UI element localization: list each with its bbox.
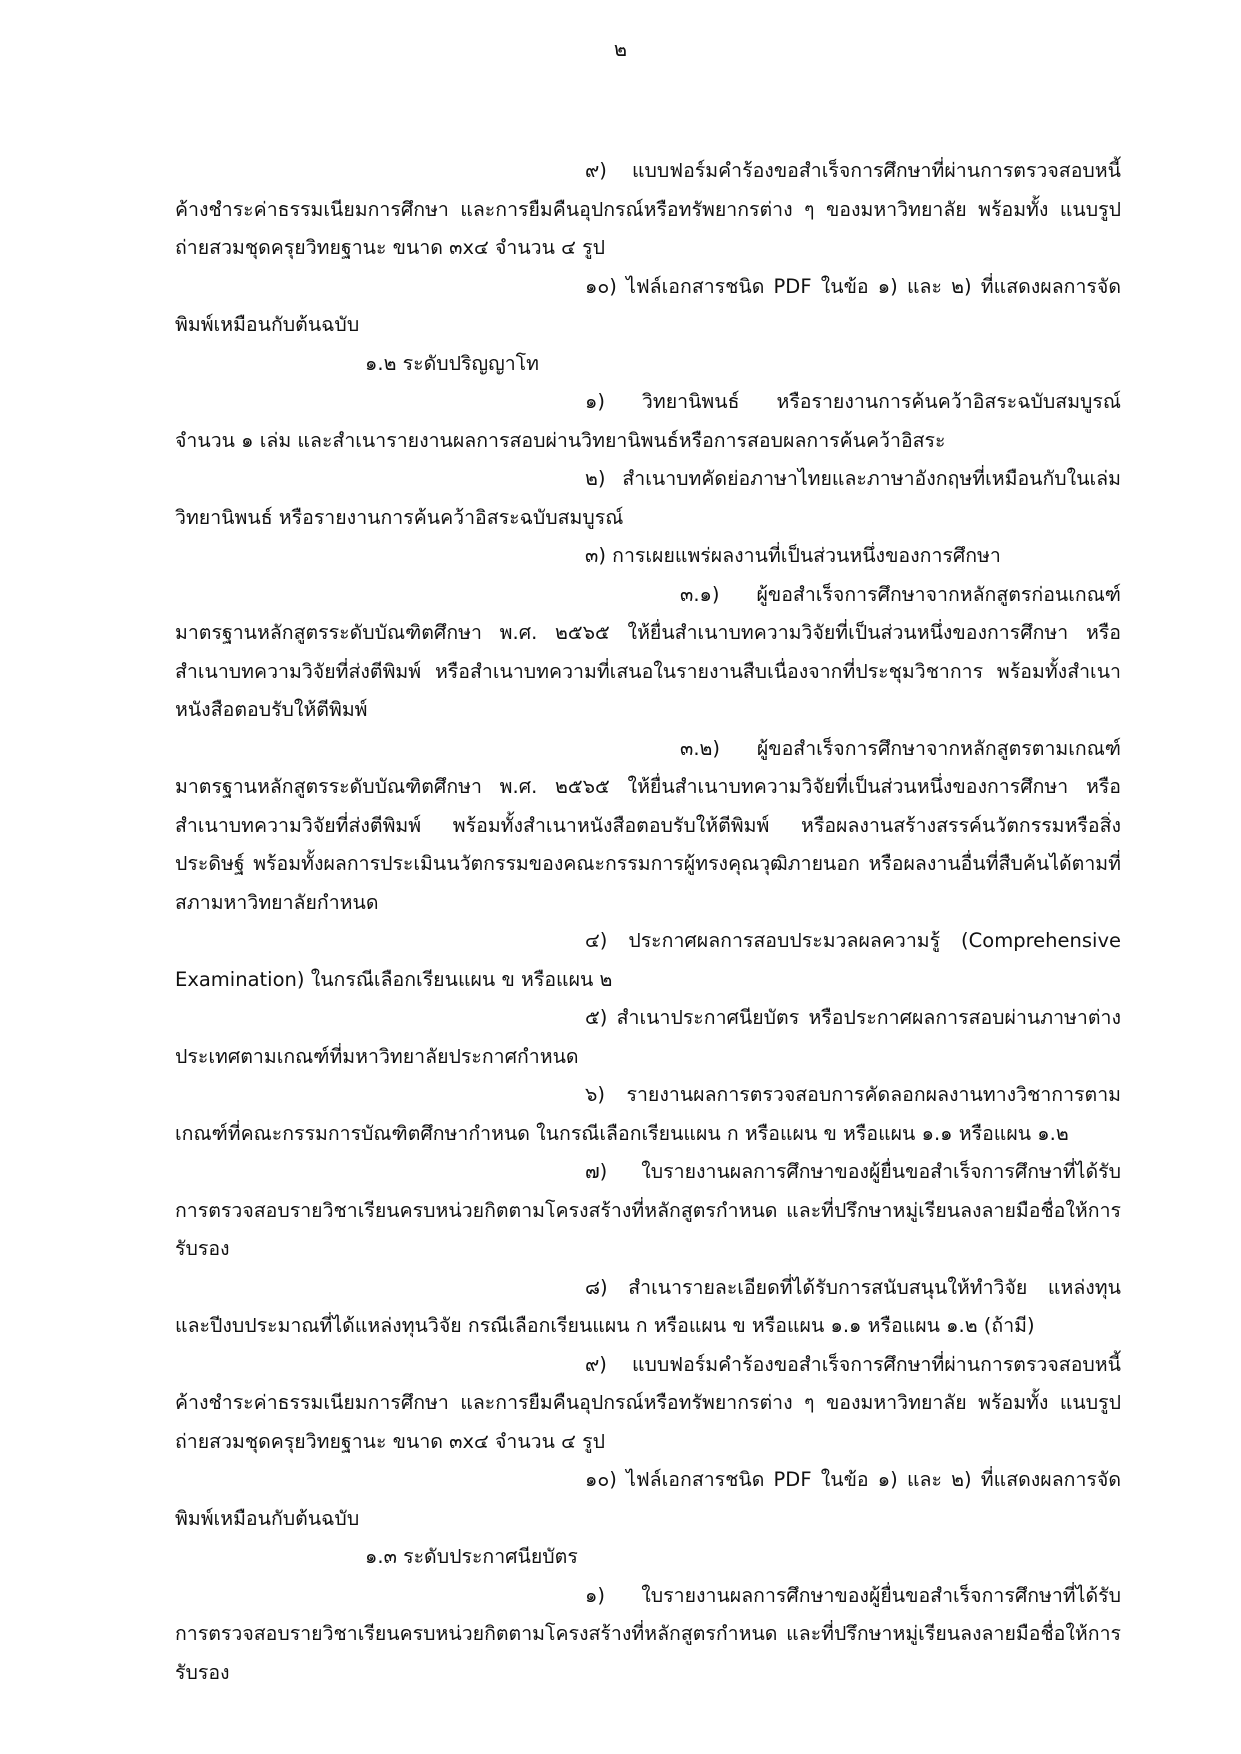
paragraph-item-10b: ๑๐) ไฟล์เอกสารชนิด PDF ในข้อ ๑) และ ๒) ที่แสดงผลการจัดพิมพ์เหมือนกับต้นฉบับ — [175, 1468, 1121, 1530]
paragraph-item-9b: ๙) แบบฟอร์มคำร้องขอสำเร็จการศึกษาที่ผ่านการตรวจสอบหนี้ค้างชำระค่าธรรมเนียมการศึกษา และการยืมคืนอุปกรณ์หรือทรัพยากรต่าง ๆ ของมหาวิทยาลัย พร้อมทั้ง แนบรูปถ่ายสวมชุดครุยวิทยฐานะ ขนาด ๓x๔ จำนวน ๔ รูป — [175, 1352, 1121, 1453]
paragraph-item-4: ๔) ประกาศผลการสอบประมวลผลความรู้ (Comprehensive Examination) ในกรณีเลือกเรียนแผน ข หรือแผน ๒ — [175, 929, 1121, 991]
paragraph-item-8: ๘) สำเนารายละเอียดที่ได้รับการสนับสนุนให้ทำวิจัย แหล่งทุน และปีงบประมาณที่ได้แหล่งทุนวิจัย กรณีเลือกเรียนแผน ก หรือแผน ข หรือแผน ๑.๑ หรือแผน ๑.๒ (ถ้ามี) — [175, 1275, 1121, 1337]
paragraph-item-1b: ๑) ใบรายงานผลการศึกษาของผู้ยื่นขอสำเร็จการศึกษาที่ได้รับการตรวจสอบรายวิชาเรียนครบหน่วยกิตตามโครงสร้างที่หลักสูตรกำหนด และที่ปรึกษาหมู่เรียนลงลายมือชื่อให้การรับรอง — [175, 1583, 1121, 1684]
paragraph-item-1: ๑) วิทยานิพนธ์ หรือรายงานการค้นคว้าอิสระฉบับสมบูรณ์ จำนวน ๑ เล่ม และสำเนารายงานผลการสอบผ่านวิทยานิพนธ์หรือการสอบผลการค้นคว้าอิสระ — [175, 390, 1121, 452]
paragraph-item-5: ๕) สำเนาประกาศนียบัตร หรือประกาศผลการสอบผ่านภาษาต่างประเทศตามเกณฑ์ที่มหาวิทยาลัยประกาศกำหนด — [175, 1006, 1121, 1068]
paragraph-item-3-2: ๓.๒) ผู้ขอสำเร็จการศึกษาจากหลักสูตรตามเกณฑ์มาตรฐานหลักสูตรระดับบัณฑิตศึกษา พ.ศ. ๒๕๖๕ ให้ยื่นสำเนาบทความวิจัยที่เป็นส่วนหนึ่งของการศึกษา หรือสำเนาบทความวิจัยที่ส่งตีพิมพ์ พร้อมทั้งสำเนาหนังสือตอบรับให้ตีพิมพ์ หรือผลงานสร้างสรรค์นวัตกรรมหรือสิ่งประดิษฐ์ พร้อมทั้งผลการประเมินนวัตกรรมของคณะกรรมการผู้ทรงคุณวุฒิภายนอก หรือผลงานอื่นที่สืบค้นได้ตามที่สภามหาวิทยาลัยกำหนด — [175, 736, 1121, 914]
paragraph-item-3: ๓) การเผยแพร่ผลงานที่เป็นส่วนหนึ่งของการศึกษา — [585, 544, 1001, 567]
document-body — [175, 152, 1121, 1692]
paragraph-item-3-1: ๓.๑) ผู้ขอสำเร็จการศึกษาจากหลักสูตรก่อนเกณฑ์มาตรฐานหลักสูตรระดับบัณฑิตศึกษา พ.ศ. ๒๕๖๕ ให้ยื่นสำเนาบทความวิจัยที่เป็นส่วนหนึ่งของการศึกษา หรือสำเนาบทความวิจัยที่ส่งตีพิมพ์ หรือสำเนาบทความที่เสนอในรายงานสืบเนื่องจากที่ประชุมวิชาการ พร้อมทั้งสำเนาหนังสือตอบรับให้ตีพิมพ์ — [175, 582, 1121, 721]
page-number: ๒ — [613, 37, 628, 61]
paragraph-item-6: ๖) รายงานผลการตรวจสอบการคัดลอกผลงานทางวิชาการตามเกณฑ์ที่คณะกรรมการบัณฑิตศึกษากำหนด ในกรณีเลือกเรียนแผน ก หรือแผน ข หรือแผน ๑.๑ หรือแผน ๑.๒ — [175, 1083, 1121, 1145]
paragraph-item-2: ๒) สำเนาบทคัดย่อภาษาไทยและภาษาอังกฤษที่เหมือนกับในเล่มวิทยานิพนธ์ หรือรายงานการค้นคว้าอิสระฉบับสมบูรณ์ — [175, 467, 1121, 529]
paragraph-item-7: ๗) ใบรายงานผลการศึกษาของผู้ยื่นขอสำเร็จการศึกษาที่ได้รับการตรวจสอบรายวิชาเรียนครบหน่วยกิตตามโครงสร้างที่หลักสูตรกำหนด และที่ปรึกษาหมู่เรียนลงลายมือชื่อให้การรับรอง — [175, 1160, 1121, 1260]
paragraph-item-9: ๙) แบบฟอร์มคำร้องขอสำเร็จการศึกษาที่ผ่านการตรวจสอบหนี้ค้างชำระค่าธรรมเนียมการศึกษา และการยืมคืนอุปกรณ์หรือทรัพยากรต่าง ๆ ของมหาวิทยาลัย พร้อมทั้ง แนบรูปถ่ายสวมชุดครุยวิทยฐานะ ขนาด ๓x๔ จำนวน ๔ รูป — [175, 159, 1121, 259]
section-heading-certificate: ๑.๓ ระดับประกาศนียบัตร — [365, 1545, 578, 1568]
paragraph-item-10: ๑๐) ไฟล์เอกสารชนิด PDF ในข้อ ๑) และ ๒) ที่แสดงผลการจัดพิมพ์เหมือนกับต้นฉบับ — [175, 274, 1121, 336]
section-heading-masters: ๑.๒ ระดับปริญญาโท — [365, 351, 539, 375]
